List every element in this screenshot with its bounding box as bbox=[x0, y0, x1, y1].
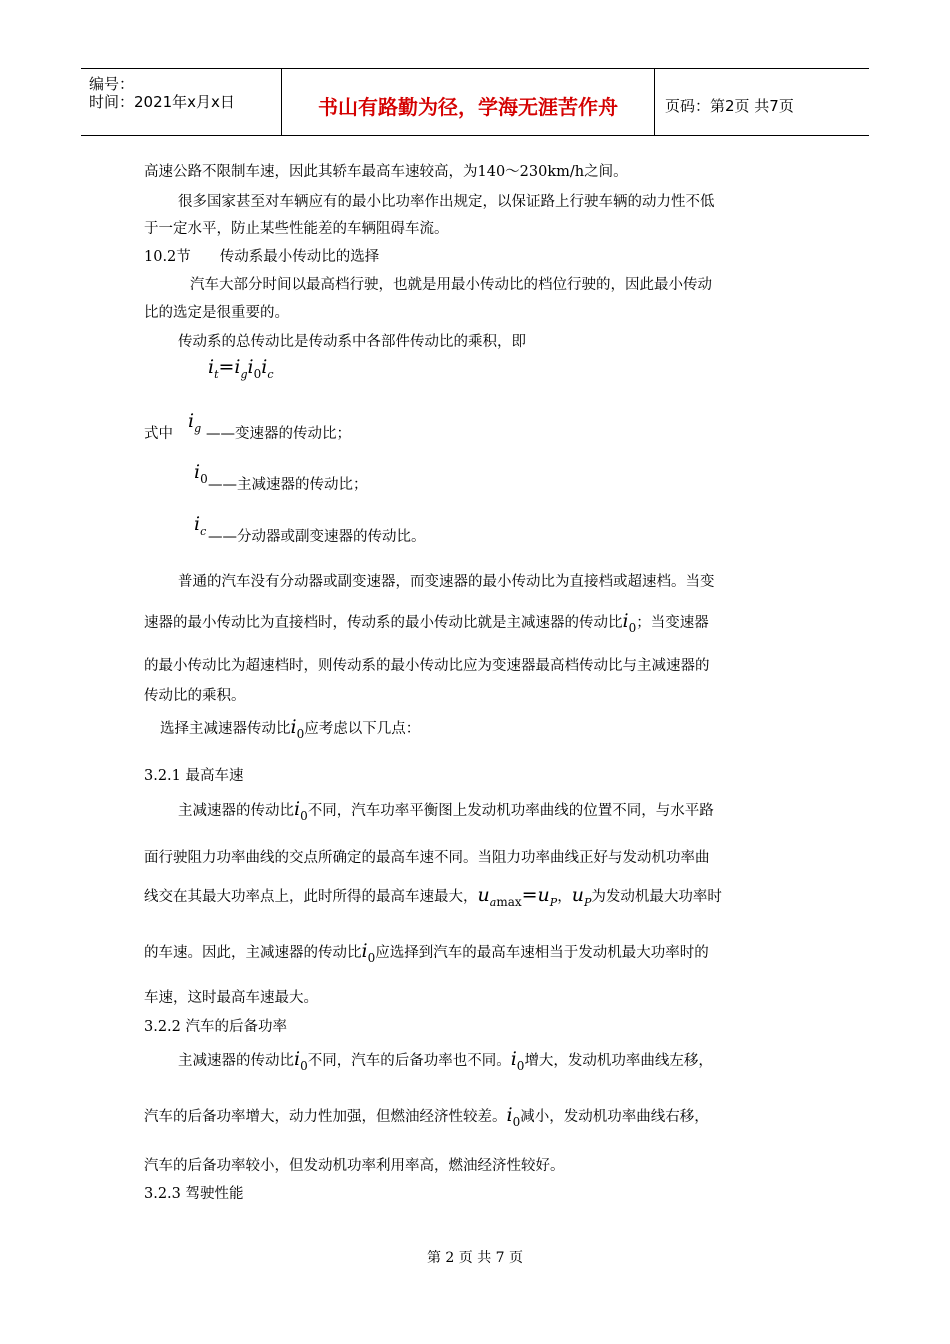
definition-prefix: 式中 bbox=[144, 426, 173, 442]
paragraph-line: 普通的汽车没有分动器或副变速器，而变速器的最小传动比为直接档或超速档。当变 bbox=[178, 574, 715, 590]
header-page-info: 页码：第2页 共7页 bbox=[665, 97, 794, 115]
subsection-heading: 3.2.3 驾驶性能 bbox=[144, 1186, 244, 1202]
page-footer: 第 2 页 共 7 页 bbox=[426, 1250, 524, 1266]
document-time-label: 时间：2021年x月x日 bbox=[89, 93, 235, 111]
symbol-ic: $i_c$ bbox=[194, 513, 207, 538]
paragraph-line: 车速，这时最高车速最大。 bbox=[144, 990, 318, 1006]
subsection-heading: 3.2.1 最高车速 bbox=[144, 768, 244, 784]
total-ratio-formula: $i_t=i_gi_0i_c$ bbox=[208, 356, 274, 381]
paragraph-line: 传动系的总传动比是传动系中各部件传动比的乘积，即 bbox=[178, 334, 526, 350]
paragraph-line: 比的选定是很重要的。 bbox=[144, 305, 289, 321]
document-number-label: 编号： bbox=[89, 75, 135, 93]
page-header bbox=[81, 68, 869, 136]
definition-line: ——主减速器的传动比； bbox=[208, 477, 368, 493]
paragraph-line: 面行驶阻力功率曲线的交点所确定的最高车速不同。当阻力功率曲线正好与发动机功率曲 bbox=[144, 850, 710, 866]
paragraph-line: 速器的最小传动比为直接档时，传动系的最小传动比就是主减速器的传动比$i_0$；当变速器 bbox=[144, 610, 709, 635]
symbol-ig: $i_g$ bbox=[188, 410, 202, 435]
subsection-heading: 3.2.2 汽车的后备功率 bbox=[144, 1019, 288, 1035]
header-info-cell bbox=[81, 69, 282, 135]
definition-line: ——分动器或副变速器的传动比。 bbox=[208, 529, 426, 545]
header-motto: 书山有路勤为径，学海无涯苦作舟 bbox=[318, 95, 618, 119]
paragraph-line: 很多国家甚至对车辆应有的最小比功率作出规定，以保证路上行驶车辆的动力性不低 bbox=[178, 194, 715, 210]
header-motto-cell bbox=[282, 69, 655, 135]
paragraph-line: 线交在其最大功率点上，此时所得的最高车速最大，$u_{amax}=u_P$，$u_P$为发动机最大功率时 bbox=[144, 884, 722, 909]
paragraph-line: 汽车的后备功率增大，动力性加强，但燃油经济性较差。$i_0$减小，发动机功率曲线右移， bbox=[144, 1104, 709, 1129]
paragraph-line: 的最小传动比为超速档时，则传动系的最小传动比应为变速器最高档传动比与主减速器的 bbox=[144, 658, 710, 674]
paragraph-line: 于一定水平，防止某些性能差的车辆阻碍车流。 bbox=[144, 221, 449, 237]
section-heading: 10.2节 传动系最小传动比的选择 bbox=[144, 249, 380, 265]
paragraph-line: 高速公路不限制车速，因此其轿车最高车速较高，为140～230km/h之间。 bbox=[144, 164, 628, 180]
definition-line: ——变速器的传动比； bbox=[206, 426, 351, 442]
paragraph-line: 汽车的后备功率较小，但发动机功率利用率高，燃油经济性较好。 bbox=[144, 1158, 565, 1174]
paragraph-line: 汽车大部分时间以最高档行驶，也就是用最小传动比的档位行驶的，因此最小传动 bbox=[190, 277, 712, 293]
symbol-i0: $i_0$ bbox=[194, 461, 208, 486]
paragraph-line: 选择主减速器传动比$i_0$应考虑以下几点： bbox=[160, 716, 421, 741]
paragraph-line: 的车速。因此，主减速器的传动比$i_0$应选择到汽车的最高车速相当于发动机最大功率时的 bbox=[144, 940, 709, 965]
paragraph-line: 传动比的乘积。 bbox=[144, 688, 246, 704]
paragraph-line: 主减速器的传动比$i_0$不同，汽车功率平衡图上发动机功率曲线的位置不同，与水平路 bbox=[178, 798, 714, 823]
paragraph-line: 主减速器的传动比$i_0$不同，汽车的后备功率也不同。$i_0$增大，发动机功率曲线左移， bbox=[178, 1048, 713, 1073]
header-page-cell bbox=[655, 69, 869, 135]
